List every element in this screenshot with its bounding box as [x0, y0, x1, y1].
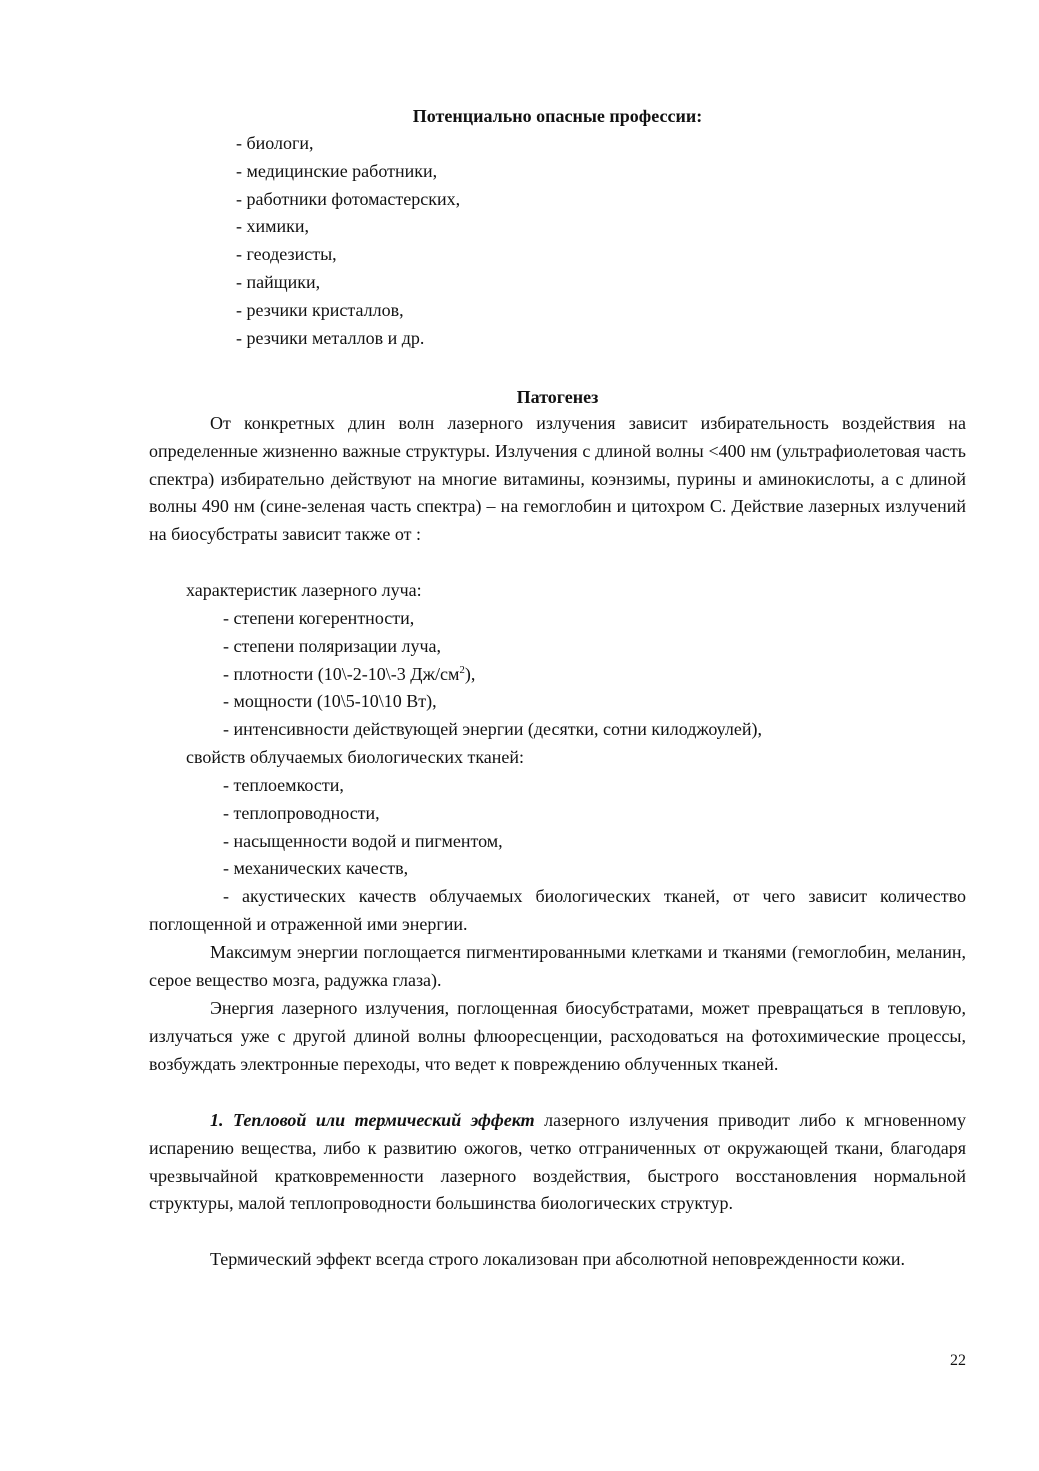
beam-characteristics-list — [223, 605, 762, 744]
list-item: - работники фотомастерских, — [236, 188, 461, 209]
list-item: - химики, — [236, 216, 310, 237]
pathogenesis-heading: Патогенез — [516, 387, 599, 407]
list-item: - резчики металлов и др. — [236, 327, 425, 348]
list-item: - насыщенности водой и пигментом, — [223, 830, 503, 851]
list-item: - интенсивности действующей энергии (десятки, сотни килоджоулей), — [223, 719, 762, 740]
thermal-effect-title: 1. Тепловой или термический эффект — [210, 1110, 535, 1130]
list-item: - резчики кристаллов, — [236, 299, 404, 320]
professions-heading: Потенциально опасные профессии: — [412, 106, 703, 126]
max-energy-paragraph: Максимум энергии поглощается пигментированными клетками и тканями (гемоглобин, меланин, серое вещество мозга, радужка глаза). — [149, 942, 966, 990]
energy-transform-paragraph: Энергия лазерного излучения, поглощенная биосубстратами, может превращаться в тепловую, излучаться уже с другой длиной волны флюоресценции, расходоваться на фотохимические процессы, возбуждать электронные переходы, что ведет к повреждению облученных тканей. — [149, 998, 966, 1074]
list-item: - биологи, — [236, 133, 314, 153]
density-suffix: ), — [464, 663, 476, 684]
list-item: - мощности (10\5-10\10 Вт), — [223, 691, 437, 712]
list-item: - пайщики, — [236, 271, 321, 292]
list-item: - теплопроводности, — [223, 802, 380, 823]
list-item: - степени поляризации луча, — [223, 635, 442, 656]
list-item: - медицинские работники, — [236, 160, 438, 181]
acoustic-properties-paragraph: - акустических качеств облучаемых биологических тканей, от чего зависит количество поглощенной и отраженной ими энергии. — [149, 886, 966, 934]
list-item: - теплоемкости, — [223, 775, 344, 795]
thermal-effect-paragraph — [149, 1107, 966, 1218]
pathogenesis-intro-paragraph: От конкретных длин волн лазерного излучения зависит избирательность воздействия на определенные жизненно важные структуры. Излучения с длиной волны <400 нм (ультрафиолетовая часть спектра) избирательно действуют на многие витамины, коэнзимы, пурины и аминокислоты, а с длиной волны 490 нм (сине-зеленая часть спектра) – на гемоглобин и цитохром С. Действие лазерных излучений на биосубстраты зависит также от : — [149, 413, 966, 545]
tissue-properties-list — [223, 772, 503, 883]
thermal-localization-paragraph: Термический эффект всегда строго локализован при абсолютной неповрежденности кожи. — [210, 1249, 906, 1269]
list-item-density — [223, 661, 762, 689]
list-item: - механических качеств, — [223, 858, 409, 879]
thermal-effect-text: лазерного излучения приводит либо к мгновенному испарению вещества, либо к развитию ожогов, четко отграниченных от окружающей ткани, благодаря чрезвычайной кратковременности лазерного воздействия, быстрого восстановления нормальной структуры, малой теплопроводности большинства биологических структур. — [149, 1110, 966, 1214]
list-item: - геодезисты, — [236, 244, 337, 265]
professions-list — [236, 130, 460, 352]
page-number: 22 — [950, 1352, 966, 1369]
tissue-properties-label: свойств облучаемых биологических тканей: — [186, 747, 525, 767]
density-text: - плотности (10\-2-10\-3 Дж/см — [223, 663, 460, 684]
beam-characteristics-label: характеристик лазерного луча: — [186, 580, 422, 600]
list-item: - степени когерентности, — [223, 608, 415, 628]
density-exponent: 2 — [459, 663, 465, 676]
